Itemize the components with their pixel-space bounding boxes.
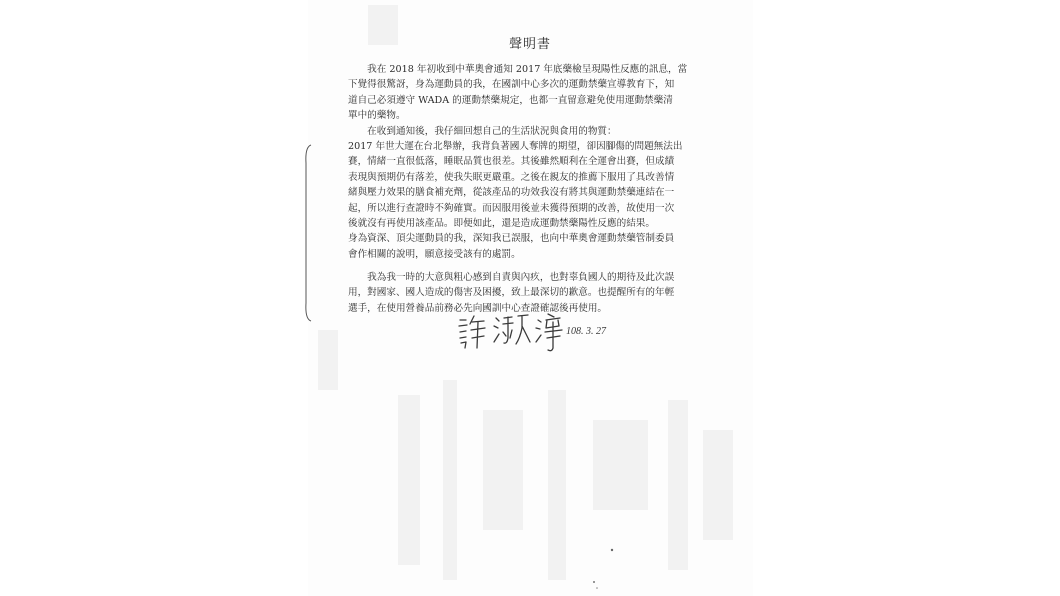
body-line: 起，所以進行查證時不夠確實。而因服用後並未獲得預期的改善，故使用一次 — [348, 202, 675, 214]
show-through-mark — [548, 390, 566, 580]
body-line: 2017 年世大運在台北舉辦，我背負著國人奪牌的期望，卻因腳傷的問題無法出 — [348, 140, 683, 152]
handwritten-signature — [450, 308, 630, 354]
signature-date: 108. 3. 27 — [566, 326, 606, 337]
body-line: 選手，在使用營養品前務必先向國訓中心查證確認後再使用。 — [348, 302, 608, 314]
margin-bracket-mark — [303, 143, 313, 323]
body-line: 下覺得很驚訝，身為運動員的我，在國訓中心多次的運動禁藥宣導教育下，知 — [348, 79, 675, 91]
body-line: 賽，情緒一直很低落，睡眠品質也很差。其後雖然順利在全運會出賽，但成績 — [348, 156, 675, 168]
body-line: 緒與壓力效果的膳食補充劑，從該產品的功效我沒有將其與運動禁藥連結在一 — [348, 187, 675, 199]
show-through-mark — [318, 330, 338, 390]
document-body — [348, 62, 714, 316]
body-line: 我為我一時的大意與粗心感到自責與內疚，也對辜負國人的期待及此次誤 — [348, 272, 675, 284]
show-through-mark — [398, 395, 420, 565]
body-line: 用，對國家、國人造成的傷害及困擾，致上最深切的歉意。也提醒所有的年輕 — [348, 287, 675, 299]
body-line: 身為資深、頂尖運動員的我，深知我已誤服，也向中華奧會運動禁藥管制委員 — [348, 233, 675, 245]
show-through-mark — [703, 430, 733, 540]
show-through-mark — [593, 420, 648, 510]
body-line: 單中的藥物。 — [348, 110, 406, 122]
document-title: 聲明書 — [508, 37, 551, 52]
body-line: 我在 2018 年初收到中華奧會通知 2017 年底藥檢呈現陽性反應的訊息，當 — [348, 64, 688, 75]
paragraph-gap — [348, 262, 714, 270]
show-through-mark — [443, 380, 457, 580]
show-through-mark — [668, 400, 688, 570]
body-line: 道自己必須遵守 WADA 的運動禁藥規定，也都一直留意避免使用運動禁藥清 — [348, 94, 673, 106]
body-line: 表現與預期仍有落差，使我失眠更嚴重。之後在親友的推薦下服用了具改善情 — [348, 171, 675, 183]
body-line: 在收到通知後，我仔細回想自己的生活狀況與食用的物質： — [348, 125, 617, 137]
body-line: 會作相關的說明，願意接受該有的處罰。 — [348, 248, 521, 260]
show-through-mark — [483, 410, 523, 530]
body-line: 後就沒有再使用該產品。即便如此，還是造成運動禁藥陽性反應的結果。 — [348, 217, 655, 229]
